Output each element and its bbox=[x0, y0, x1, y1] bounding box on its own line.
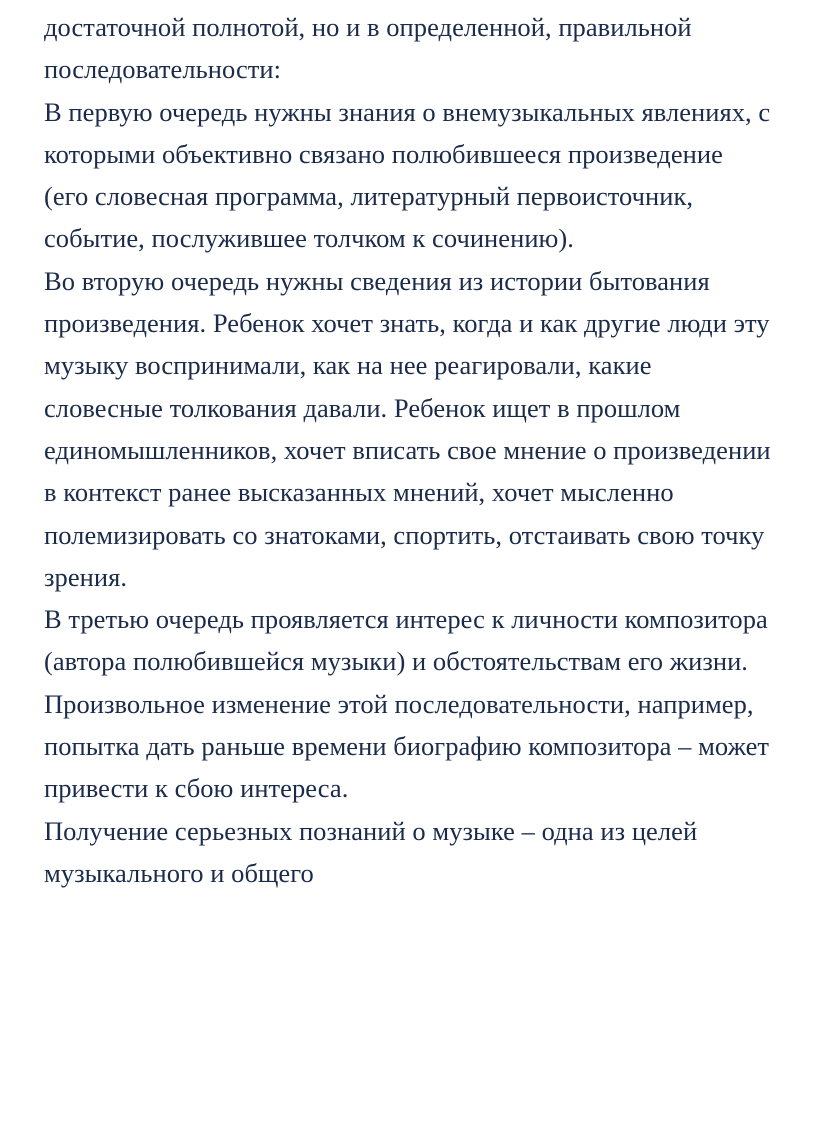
paragraph: Во вторую очередь нужны сведения из истории бытования произведения. Ребенок хочет знать, когда и как другие люди эту музыку воспринимали, как на нее реагировали, какие словесные толкования давали. Ребенок ищет в прошлом единомышленников, хочет вписать свое мнение о произведении в контекст ранее высказанных мнений, хочет мысленно полемизировать со знатоками, спортить, отстаивать свою точку зрения. bbox=[44, 265, 771, 592]
paragraph: Получение серьезных познаний о музыке – одна из целей музыкального и общего bbox=[44, 815, 698, 888]
paragraph: достаточной полнотой, но и в определенной, правильной последовательности: bbox=[44, 12, 692, 85]
paragraph: В третью очередь проявляется интерес к личности композитора (автора полюбившейся музыки) и обстоятельствам его жизни. bbox=[44, 604, 768, 677]
paragraph: Произвольное изменение этой последовательности, например, попытка дать раньше времени биографию композитора – может привести к сбою интереса. bbox=[44, 688, 770, 804]
paragraph: В первую очередь нужны знания о внемузыкальных явлениях, с которыми объективно связано полюбившееся произведение (его словесная программа, литературный первоисточник, событие, послужившее толчком к сочинению). bbox=[44, 96, 771, 254]
document-text-body bbox=[44, 6, 772, 894]
